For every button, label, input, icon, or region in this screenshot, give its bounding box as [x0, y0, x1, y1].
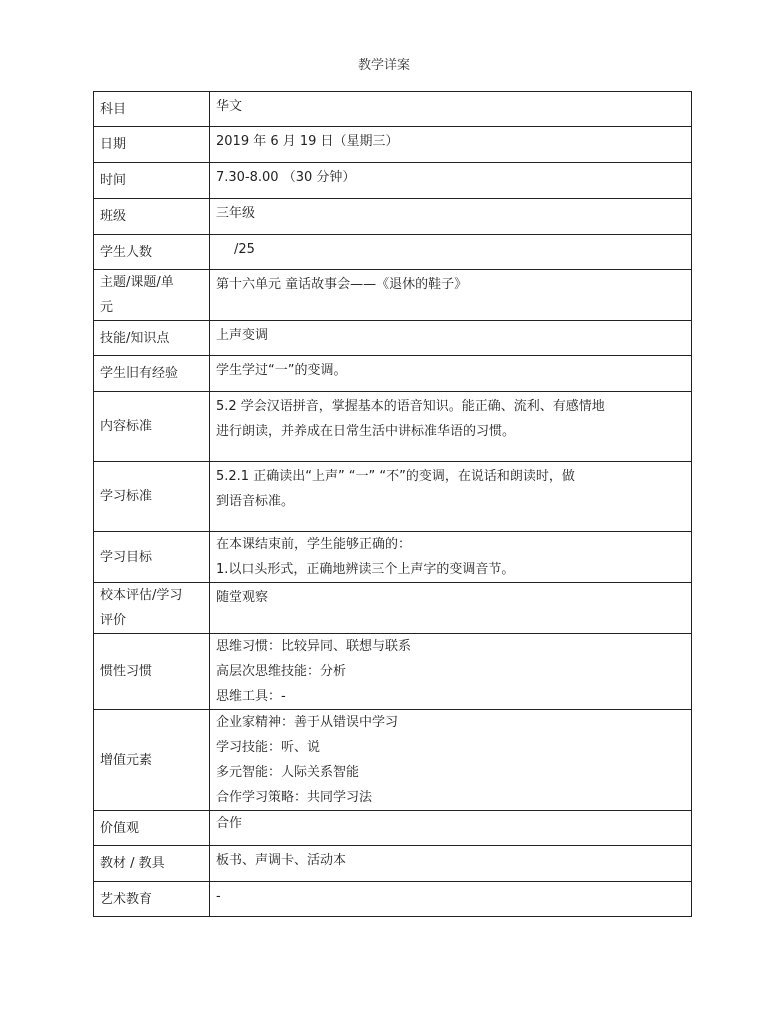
value-line: 多元智能：人际关系智能 [216, 765, 360, 780]
value-line: 1.以口头形式，正确地辨读三个上声字的变调音节。 [216, 562, 515, 577]
row-topic [94, 270, 692, 321]
value-line: 三年级 [216, 206, 256, 221]
row-label: 学习目标 [94, 532, 210, 583]
row-added-value [94, 710, 692, 811]
row-label: 教材 / 教具 [94, 846, 210, 882]
row-label [94, 583, 210, 634]
value-line: 随堂观察 [216, 590, 269, 605]
row-value [210, 127, 692, 163]
row-value [210, 321, 692, 356]
row-class [94, 199, 692, 235]
value-line: 合作 [216, 816, 243, 831]
value-line: 思维习惯：比较异同、联想与联系 [216, 639, 412, 654]
row-label: 内容标准 [94, 392, 210, 462]
value-line: 板书、声调卡、活动本 [216, 853, 347, 868]
row-subject [94, 92, 692, 127]
value-line: 华文 [216, 99, 243, 114]
value-line: 企业家精神：善于从错误中学习 [216, 715, 399, 730]
value-line: /25 [234, 242, 255, 257]
row-value [210, 710, 692, 811]
row-value [210, 846, 692, 882]
value-line: 5.2 学会汉语拼音，掌握基本的语音知识。能正确、流利、有感情地 [216, 399, 605, 414]
row-art-education [94, 882, 692, 917]
document-title: 教学详案 [357, 58, 410, 73]
row-value [210, 235, 692, 270]
row-label [94, 270, 210, 321]
row-value [210, 583, 692, 634]
value-line: 7.30-8.00 （30 分钟） [216, 170, 356, 185]
row-value [210, 163, 692, 199]
row-label: 价值观 [94, 811, 210, 846]
row-value [210, 882, 692, 917]
row-value [210, 92, 692, 127]
row-label: 学生旧有经验 [94, 356, 210, 392]
row-habits [94, 634, 692, 710]
value-line: 思维工具：- [216, 689, 286, 704]
value-line: 到语音标准。 [216, 494, 295, 509]
row-label: 惯性习惯 [94, 634, 210, 710]
row-label: 班级 [94, 199, 210, 235]
row-prior-knowledge [94, 356, 692, 392]
row-skill [94, 321, 692, 356]
row-label: 增值元素 [94, 710, 210, 811]
row-label: 学生人数 [94, 235, 210, 270]
label-line: 元 [100, 300, 114, 315]
value-line: 第十六单元 童话故事会——《退休的鞋子》 [216, 277, 468, 292]
row-student-count [94, 235, 692, 270]
row-value [210, 462, 692, 532]
row-learning-objective [94, 532, 692, 583]
row-values [94, 811, 692, 846]
row-value [210, 532, 692, 583]
row-value [210, 270, 692, 321]
value-line: 进行朗读，并养成在日常生活中讲标准华语的习惯。 [216, 424, 516, 439]
value-line: - [216, 889, 221, 904]
value-line: 在本课结束前，学生能够正确的： [216, 537, 412, 552]
row-label: 日期 [94, 127, 210, 163]
row-value [210, 634, 692, 710]
row-label: 艺术教育 [94, 882, 210, 917]
row-date [94, 127, 692, 163]
row-value [210, 811, 692, 846]
value-line: 2019 年 6 月 19 日（星期三） [216, 134, 399, 149]
label-line: 主题/课题/单 [100, 275, 174, 290]
row-learning-standard [94, 462, 692, 532]
value-line: 学习技能：听、说 [216, 740, 321, 755]
row-value [210, 356, 692, 392]
row-label: 科目 [94, 92, 210, 127]
row-value [210, 199, 692, 235]
row-materials [94, 846, 692, 882]
value-line: 高层次思维技能：分析 [216, 664, 347, 679]
label-line: 评价 [100, 613, 127, 628]
label-line: 校本评估/学习 [100, 588, 183, 603]
value-line: 学生学过“一”的变调。 [216, 363, 347, 378]
value-line: 上声变调 [216, 328, 269, 343]
value-line: 5.2.1 正确读出“上声” “一” “不”的变调，在说话和朗读时，做 [216, 469, 575, 484]
row-time [94, 163, 692, 199]
lesson-plan-table [93, 91, 692, 917]
row-label: 技能/知识点 [94, 321, 210, 356]
row-label: 时间 [94, 163, 210, 199]
row-content-standard [94, 392, 692, 462]
value-line: 合作学习策略：共同学习法 [216, 790, 373, 805]
row-label: 学习标准 [94, 462, 210, 532]
row-assessment [94, 583, 692, 634]
row-value [210, 392, 692, 462]
